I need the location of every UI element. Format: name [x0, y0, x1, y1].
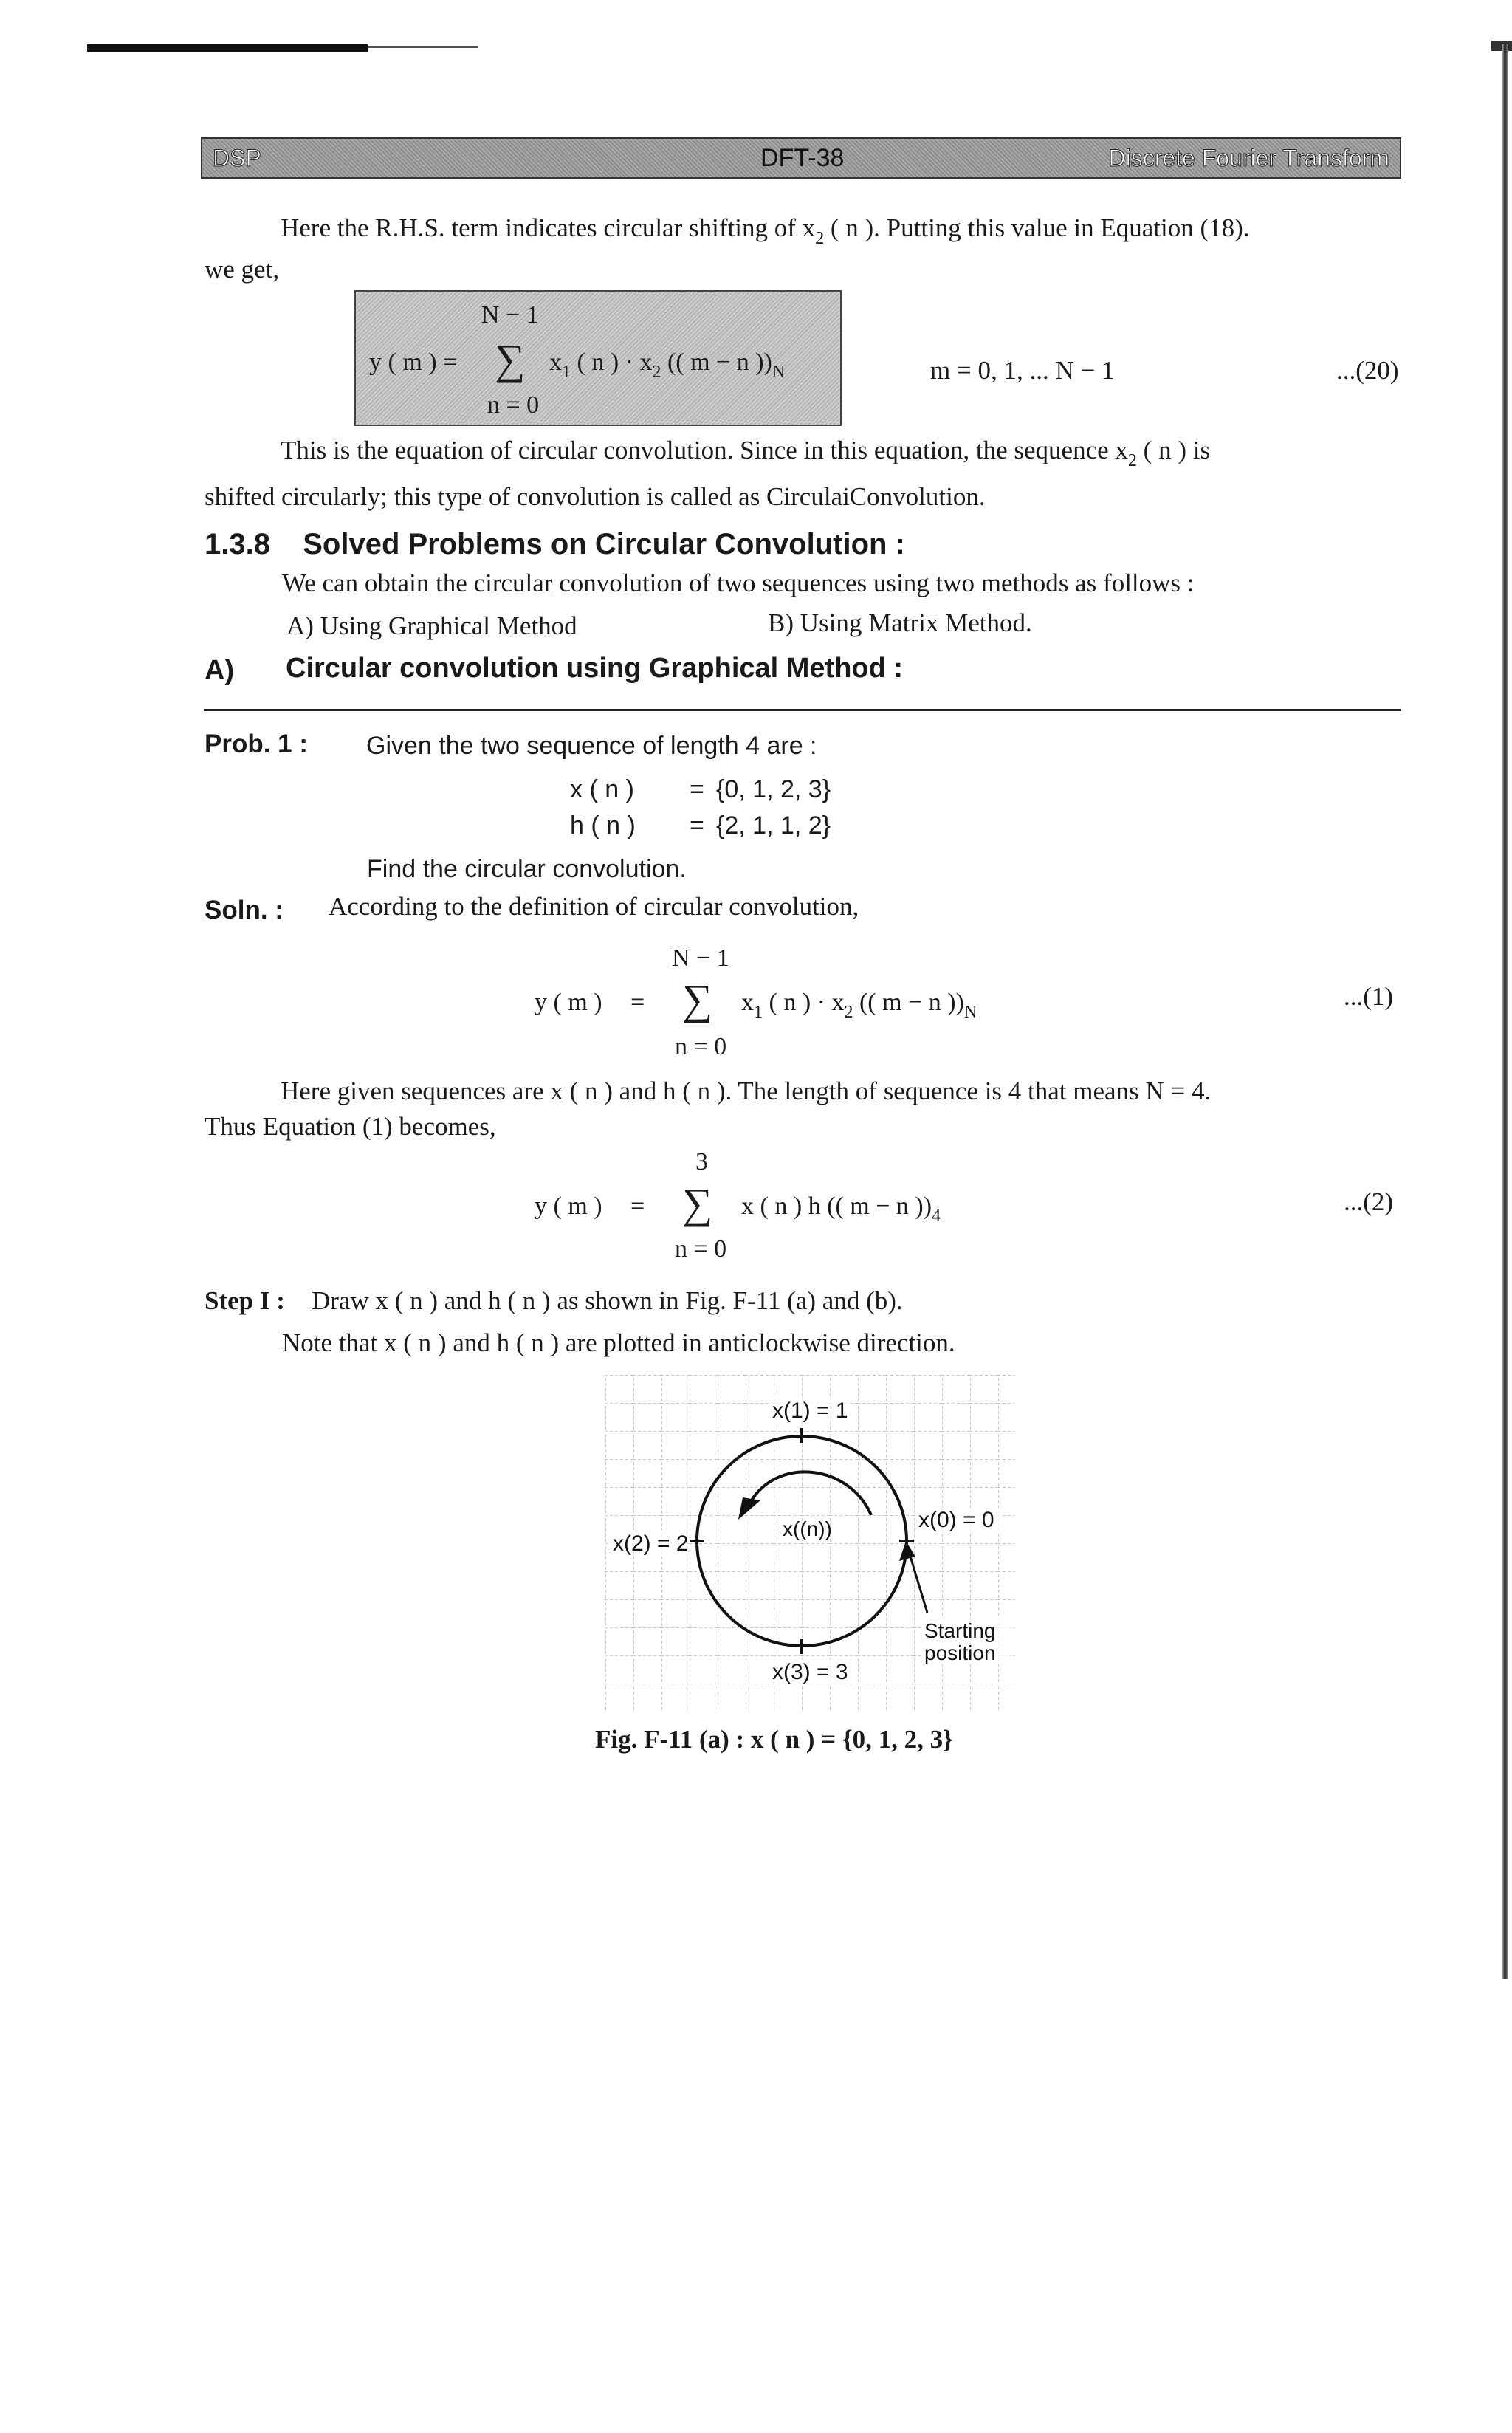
method-a: A) Using Graphical Method — [286, 611, 577, 640]
eq1-x: x — [741, 989, 754, 1016]
subscript: 2 — [815, 229, 825, 248]
circular-plot-figure — [605, 1375, 1015, 1711]
eq1-upper-limit: N − 1 — [672, 944, 729, 972]
subscript: 4 — [932, 1207, 941, 1226]
section-heading — [205, 525, 905, 563]
problem-label: Prob. 1 : — [205, 730, 309, 758]
eq1-lhs: y ( m ) — [535, 989, 602, 1016]
eq20-lower-limit: n = 0 — [487, 391, 540, 419]
problem-statement: Given the two sequence of length 4 are : — [366, 732, 817, 760]
subscript: 2 — [652, 363, 662, 382]
eq1-arg: (( m − n )) — [859, 989, 964, 1016]
eq1-number: ...(1) — [1344, 982, 1394, 1011]
circular-plot — [605, 1375, 1015, 1711]
subscript: N — [963, 1003, 977, 1022]
circular-para-line-2: shifted circularly; this type of convolution is called as CirculaiConvolution. — [205, 482, 986, 511]
eq20-lhs: y ( m ) = — [369, 349, 458, 376]
eq2-summand — [741, 1190, 941, 1225]
problem-ask: Find the circular convolution. — [367, 855, 687, 883]
scan-top-rule — [87, 44, 368, 52]
given-para-line-1: Here given sequences are x ( n ) and h ( n ). The length of sequence is 4 that means N = 4. — [281, 1077, 1212, 1105]
label-x2: x(2) = 2 — [613, 1531, 689, 1556]
label-starting: Starting — [924, 1619, 996, 1642]
h-seq-lhs: h ( n ) — [570, 811, 636, 840]
step-label: Step I : — [205, 1286, 285, 1315]
intro-line-2: we get, — [205, 255, 280, 284]
label-center: x((n)) — [783, 1517, 832, 1540]
figure-caption: Fig. F-11 (a) : x ( n ) = {0, 1, 2, 3} — [595, 1725, 953, 1754]
eq20-number: ...(20) — [1336, 356, 1399, 385]
page-header — [201, 137, 1401, 179]
section-number: 1.3.8 — [205, 528, 270, 560]
divider — [204, 709, 1401, 711]
eq2-lhs: y ( m ) — [535, 1193, 602, 1220]
scan-right-edge — [1502, 44, 1508, 1979]
eq20-range: m = 0, 1, ... N − 1 — [930, 356, 1115, 385]
label-x1: x(1) = 1 — [772, 1399, 848, 1423]
eq1-summand — [741, 986, 977, 1021]
subscript: 2 — [844, 1003, 853, 1022]
eq2-upper-limit: 3 — [695, 1148, 708, 1176]
chapter-title: Discrete Fourier Transform — [1108, 145, 1389, 171]
section-intro: We can obtain the circular convolution of two sequences using two methods as follows : — [282, 569, 1195, 597]
step-note: Note that x ( n ) and h ( n ) are plotted in anticlockwise direction. — [282, 1328, 955, 1357]
sigma-symbol: ∑ — [495, 335, 526, 383]
x-seq-lhs: x ( n ) — [570, 775, 634, 803]
label-position: position — [924, 1641, 996, 1664]
solution-label: Soln. : — [205, 896, 284, 924]
eq1-lower-limit: n = 0 — [675, 1033, 727, 1060]
section-title: Solved Problems on Circular Convolution : — [303, 528, 905, 560]
eq2-equals: = — [630, 1193, 645, 1220]
h-seq-values: {2, 1, 1, 2} — [716, 811, 831, 840]
x-seq-eq: = — [690, 775, 704, 803]
subscript: 2 — [1127, 451, 1137, 470]
eq20-x: x — [549, 349, 562, 376]
x-seq-values: {0, 1, 2, 3} — [716, 775, 831, 803]
intro-text-end: ( n ). Putting this value in Equation (18). — [830, 213, 1250, 242]
step-text: Draw x ( n ) and h ( n ) as shown in Fig. F-11 (a) and (b). — [312, 1286, 903, 1315]
eq2-number: ...(2) — [1344, 1187, 1394, 1216]
label-x0: x(0) = 0 — [918, 1508, 994, 1532]
h-seq-eq: = — [690, 811, 704, 840]
page-number: DFT-38 — [760, 144, 845, 172]
eq1-mid: ( n ) · x — [769, 989, 845, 1016]
eq20-mid: ( n ) · x — [577, 349, 653, 376]
circular-para-line-1 — [281, 434, 1210, 470]
header-subject: DSP — [213, 145, 261, 171]
intro-text: Here the R.H.S. term indicates circular shifting of x — [281, 213, 816, 242]
subscript: N — [772, 363, 786, 382]
solution-text: According to the definition of circular convolution, — [329, 892, 859, 921]
subsection-label: A) — [205, 655, 235, 686]
sigma-symbol: ∑ — [682, 975, 713, 1023]
subscript: 1 — [754, 1003, 763, 1022]
subsection-title: Circular convolution using Graphical Method : — [286, 653, 904, 684]
intro-line-1 — [281, 212, 1250, 247]
subscript: 1 — [562, 363, 571, 382]
scan-top-rule-tail — [368, 46, 478, 48]
eq2-lower-limit: n = 0 — [675, 1235, 727, 1263]
given-para-line-2: Thus Equation (1) becomes, — [205, 1112, 496, 1141]
eq20-summand — [549, 346, 785, 381]
circular-text: This is the equation of circular convolution. Since in this equation, the sequence x — [281, 436, 1128, 464]
label-x3: x(3) = 3 — [772, 1660, 848, 1684]
sigma-symbol: ∑ — [682, 1179, 713, 1227]
method-b: B) Using Matrix Method. — [768, 608, 1032, 637]
eq20-upper-limit: N − 1 — [481, 301, 539, 329]
equation-20-box — [354, 290, 842, 426]
eq20-arg: (( m − n )) — [667, 349, 772, 376]
circular-text-end: ( n ) is — [1143, 436, 1211, 464]
eq2-body: x ( n ) h (( m − n )) — [741, 1193, 932, 1220]
eq1-equals: = — [630, 989, 645, 1016]
